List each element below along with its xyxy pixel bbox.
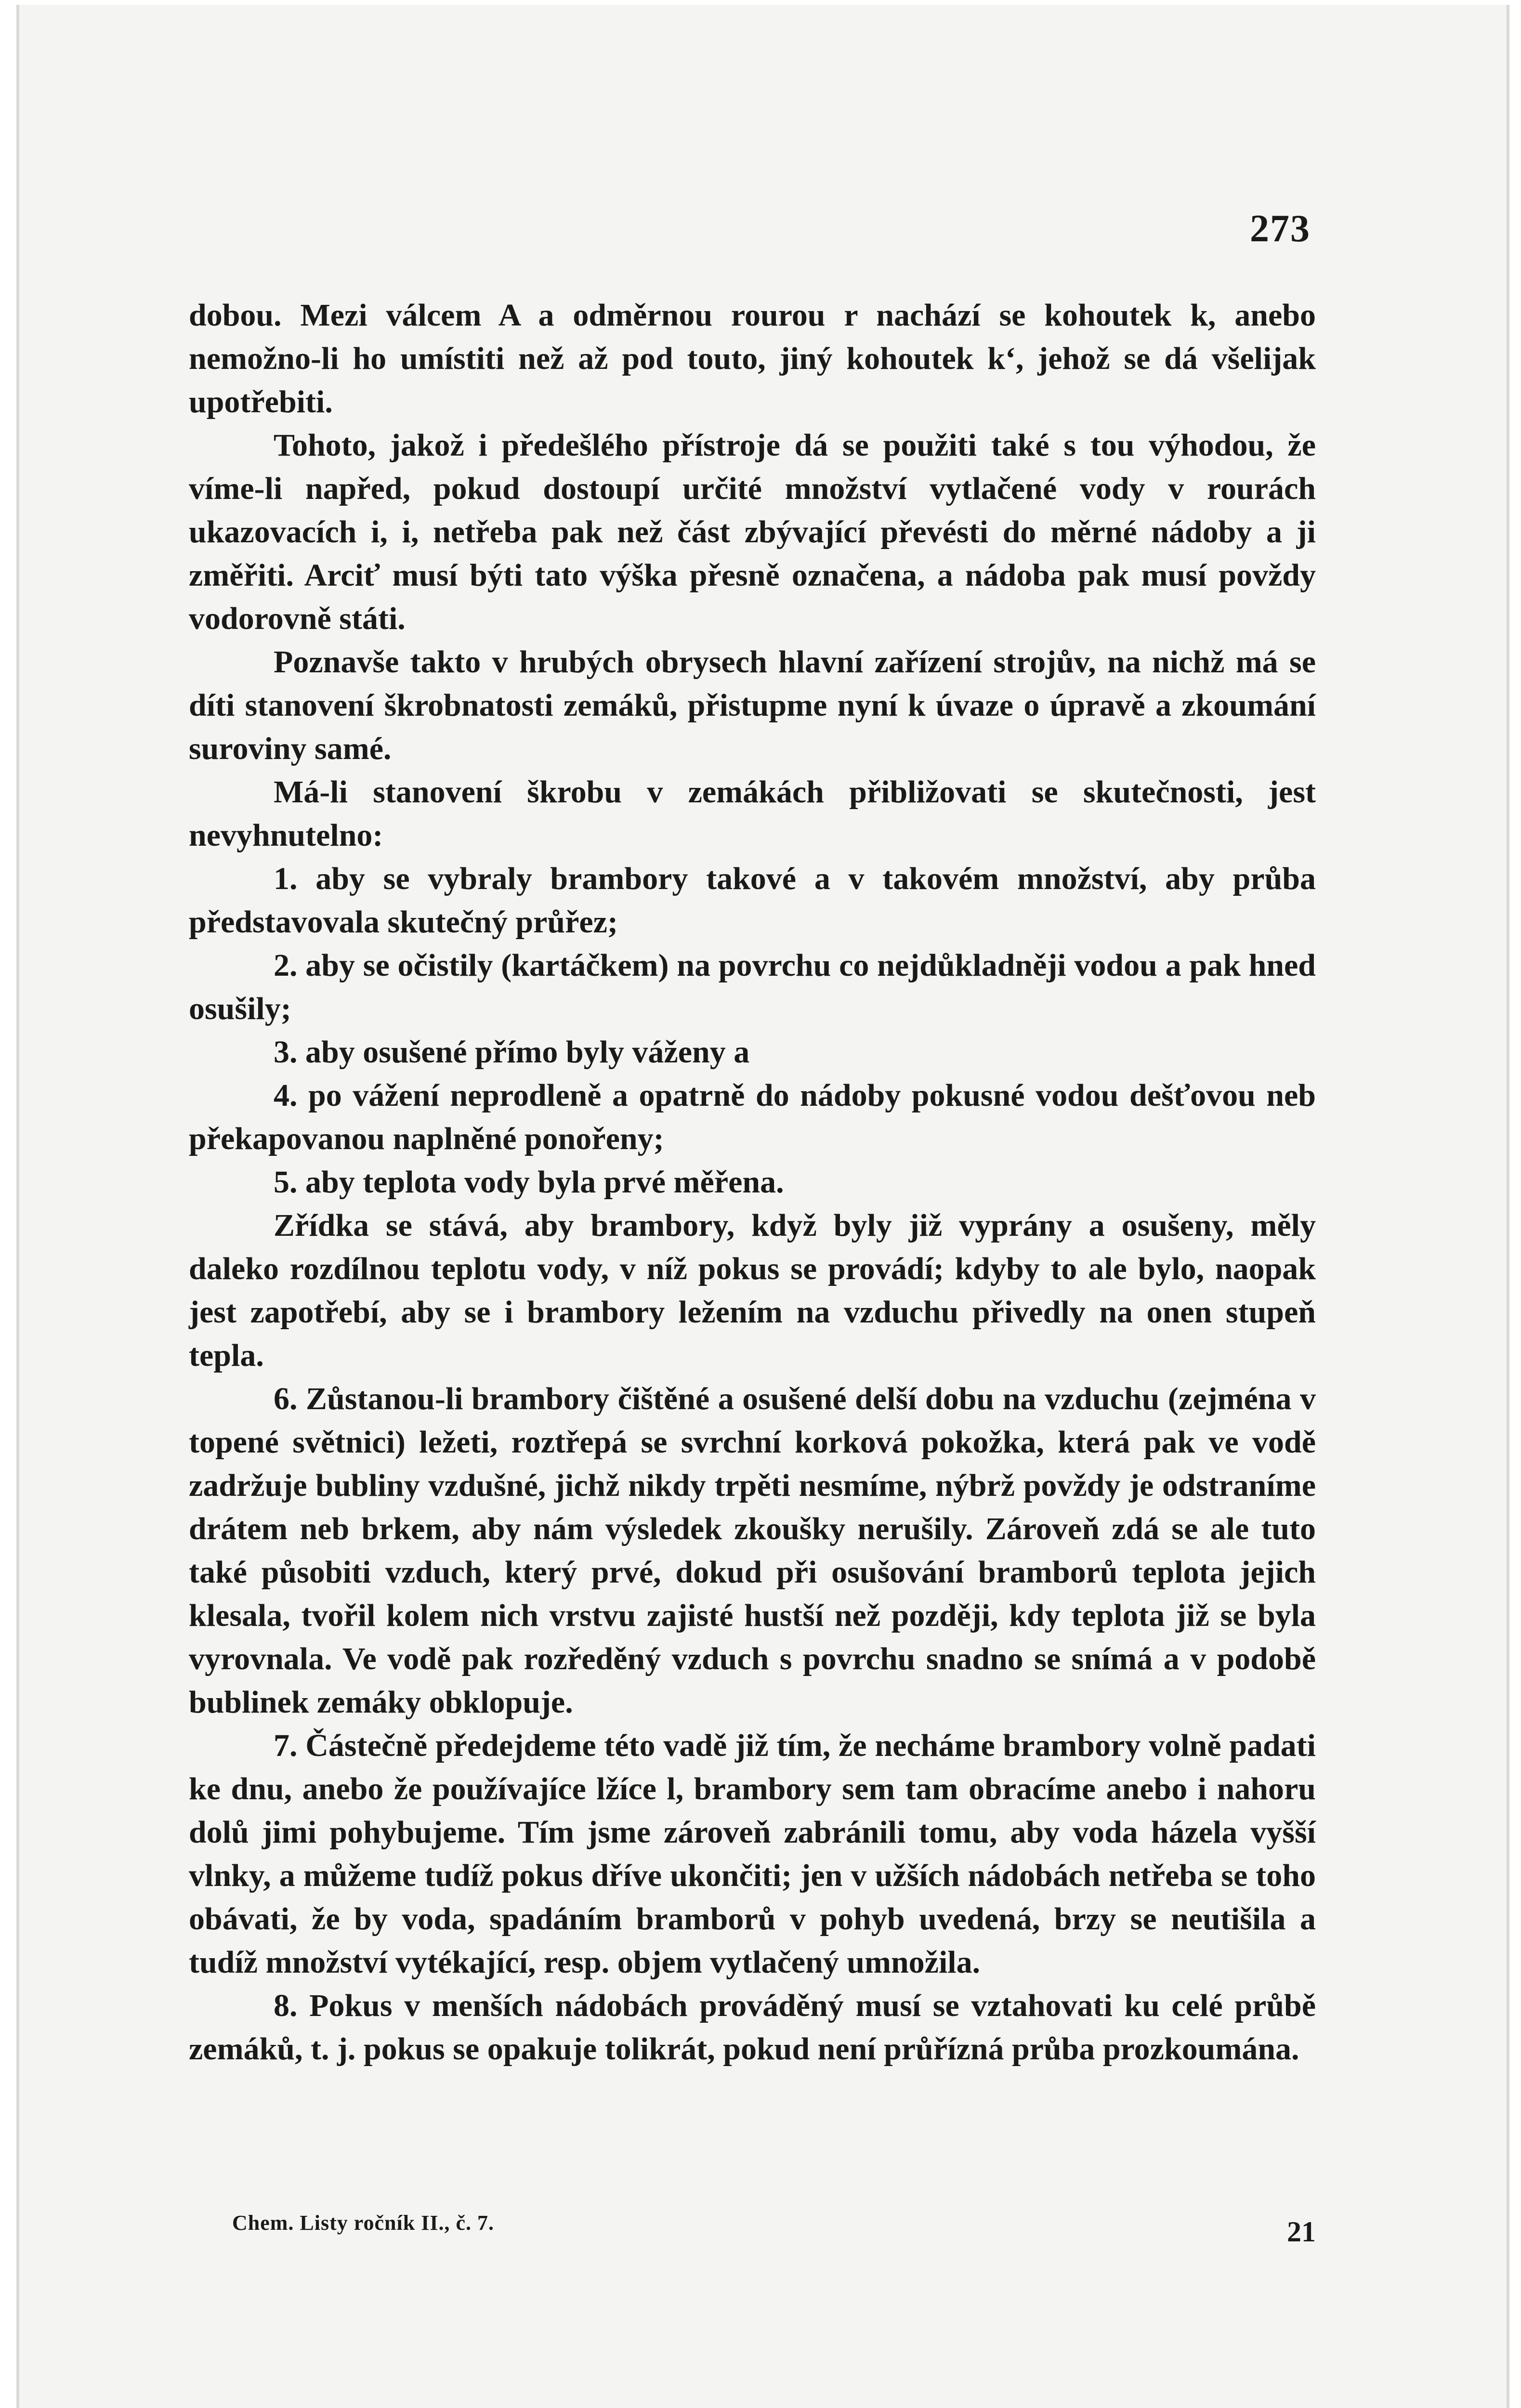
page-number: 273: [1250, 208, 1311, 250]
list-item: 3. aby osušené přímo byly váženy a: [274, 1034, 750, 1070]
paragraph: 6. Zůstanou-li brambory čištěné a osušené delší dobu na vzduchu (zejména v topené světnici) ležeti, roztřepá se svrchní korková pokožka, která pak ve vodě zadržuje bubliny vzdušné, jichž nikdy trpěti nesmíme, nýbrž povždy je odstraníme drátem neb brkem, aby nám výsledek zkoušky nerušily. Zároveň zdá se ale tuto také působiti vzduch, který prvé, dokud při osušování bramborů teplota jejich klesala, tvořil kolem nich vrstvu zajisté hustší než později, kdy teplota již se byla vyrovnala. Ve vodě pak rozředěný vzduch s povrchu snadno se snímá a v podobě bublinek zemáky obklopuje.: [189, 1381, 1316, 1720]
scanned-page: [16, 5, 1509, 2408]
journal-footnote: Chem. Listy ročník II., č. 7.: [232, 2211, 494, 2235]
paragraph: 7. Částečně předejdeme této vadě již tím, že necháme brambory volně padati ke dnu, anebo že používajíce lžíce l, brambory sem tam obracíme anebo i nahoru dolů jimi pohybujeme. Tím jsme zároveň zabránili tomu, aby voda házela vyšší vlnky, a můžeme tudíž pokus dříve ukončiti; jen v užších nádobách netřeba se toho obávati, že by voda, spadáním bramborů v pohyb uvedená, brzy se neutišila a tudíž množství vytékající, resp. objem vytlačený umnožila.: [189, 1728, 1316, 1980]
paragraph: dobou. Mezi válcem A a odměrnou rourou r nachází se kohoutek k, anebo nemožno-li ho umístiti než až pod touto, jiný kohoutek k‘, jehož se dá všelijak upotřebiti.: [189, 298, 1316, 419]
list-item: 4. po vážení neprodleně a opatrně do nádoby pokusné vodou dešťovou neb překapovanou naplněné ponořeny;: [189, 1078, 1316, 1156]
body-text: [189, 294, 1316, 2071]
paragraph: 8. Pokus v menších nádobách prováděný musí se vztahovati ku celé průbě zemáků, t. j. pokus se opakuje tolikrát, pokud není průřízná průba prozkoumána.: [189, 1988, 1316, 2067]
list-item: 1. aby se vybraly brambory takové a v takovém množství, aby průba představovala skutečný průřez;: [189, 861, 1316, 940]
signature-number: 21: [1287, 2216, 1316, 2248]
paragraph: Má-li stanovení škrobu v zemákách přibližovati se skutečnosti, jest nevyhnutelno:: [189, 774, 1316, 853]
paragraph: Poznavše takto v hrubých obrysech hlavní zařízení strojův, na nichž má se díti stanovení škrobnatosti zemáků, přistupme nyní k úvaze o úpravě a zkoumání suroviny samé.: [189, 644, 1316, 766]
paragraph: Zřídka se stává, aby brambory, když byly již vyprány a osušeny, měly daleko rozdílnou teplotu vody, v níž pokus se provádí; kdyby to ale bylo, naopak jest zapotřebí, aby se i brambory ležením na vzduchu přivedly na onen stupeň tepla.: [189, 1208, 1316, 1373]
page-footer: [189, 2211, 1316, 2249]
list-item: 5. aby teplota vody byla prvé měřena.: [274, 1165, 784, 1200]
list-item: 2. aby se očistily (kartáčkem) na povrchu co nejdůkladněji vodou a pak hned osušily;: [189, 948, 1316, 1026]
paragraph: Tohoto, jakož i předešlého přístroje dá se použiti také s tou výhodou, že víme-li napřed, pokud dostoupí určité množství vytlačené vody v rourách ukazovacích i, i, netřeba pak než část zbývající převésti do měrné nádoby a ji změřiti. Arciť musí býti tato výška přesně označena, a nádoba pak musí povždy vodorovně státi.: [189, 428, 1316, 636]
